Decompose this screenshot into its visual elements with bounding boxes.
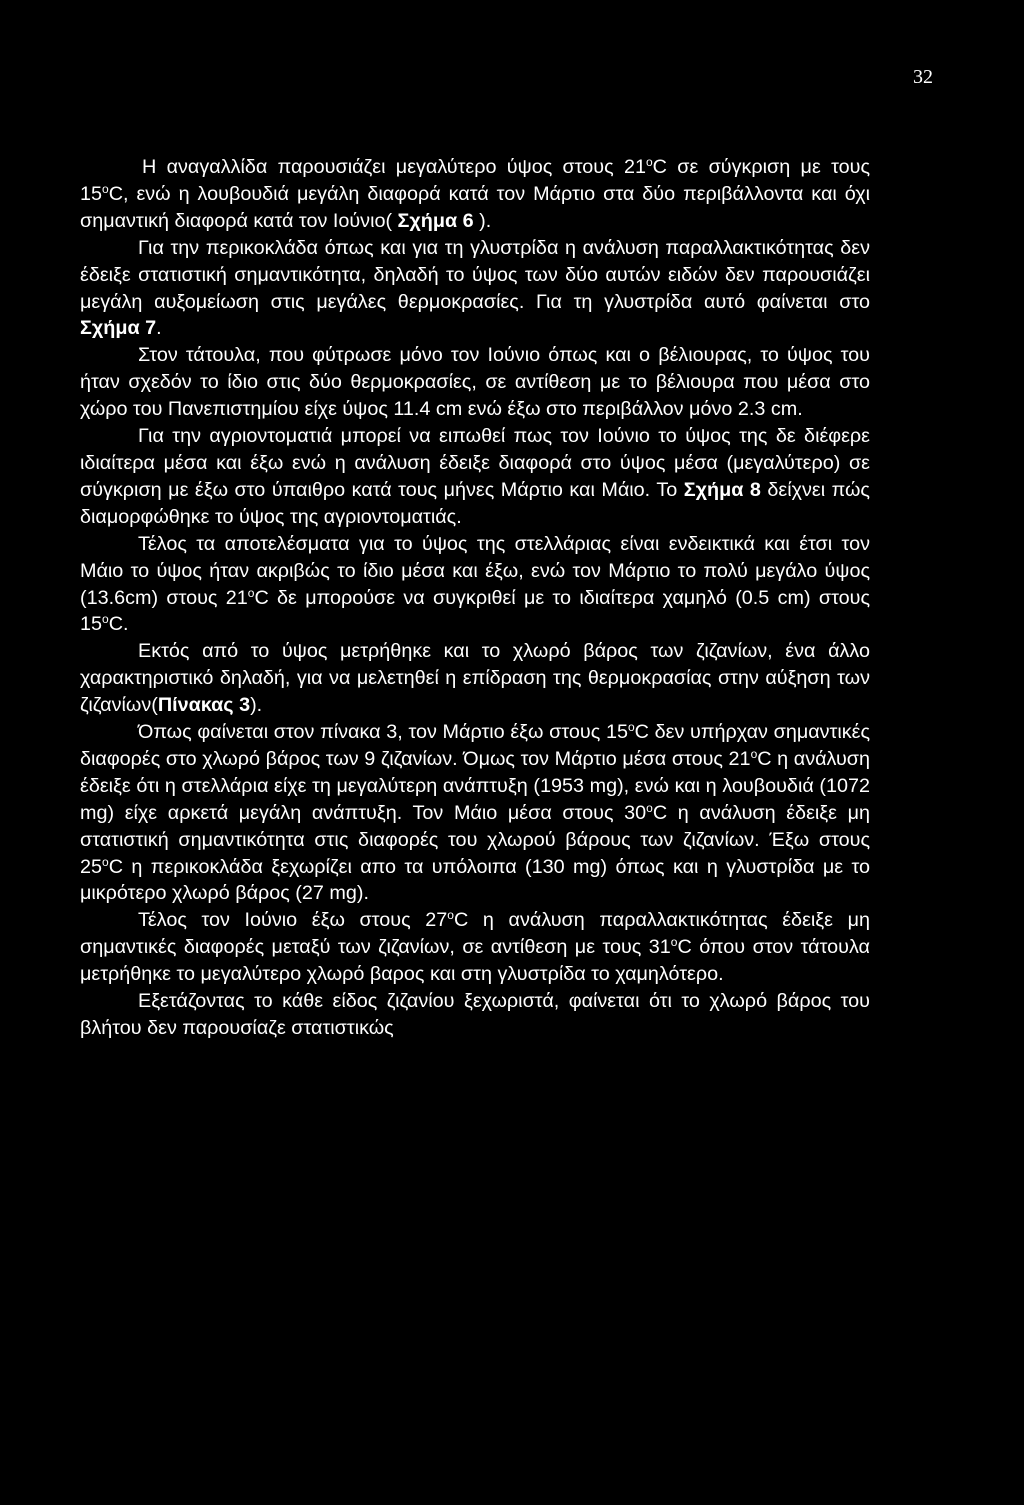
paragraph: Εξετάζοντας το κάθε είδος ζιζανίου ξεχωριστά, φαίνεται ότι το χλωρό βάρος του βλήτου δεν παρουσίαζε στατιστικώς: [80, 990, 870, 1039]
paragraph: Στον τάτουλα, που φύτρωσε μόνο τον Ιούνιο όπως και ο βέλιουρας, το ύψος του ήταν σχεδόν το ίδιο στις δύο θερμοκρασίες, σε αντίθεση με το βέλιουρα που μέσα στο χώρο του Πανεπιστημίου είχε ύψος 11.4 cm ενώ έξω στο περιβάλλον μόνο 2.3 cm.: [80, 344, 870, 421]
figure-reference: Σχήμα 6: [397, 209, 474, 232]
degree-mark: o: [102, 854, 109, 869]
paragraph: Για την περικοκλάδα όπως και για τη γλυστρίδα η ανάλυση παραλλακτικότητας δεν έδειξε στατιστική σημαντικότητα, δηλαδή το ύψος των δύο αυτών ειδών δεν παρουσιάζει μεγάλη αυξομείωση στις μεγάλες θερμοκρασίες. Για τη γλυστρίδα αυτό φαίνεται στο Σχήμα 7.: [80, 236, 870, 340]
degree-mark: o: [102, 612, 109, 627]
degree-mark: o: [447, 908, 454, 923]
paragraph: Εκτός από το ύψος μετρήθηκε και το χλωρό βάρος των ζιζανίων, ένα άλλο χαρακτηριστικό δηλαδή, για να μελετηθεί η επίδραση της θερμοκρασίας στην αύξηση των ζιζανίων(Πίνακας 3).: [80, 640, 870, 717]
paragraph: Για την αγριοντοματιά μπορεί να ειπωθεί πως τον Ιούνιο το ύψος της δε διέφερε ιδιαίτερα μέσα και έξω ενώ η ανάλυση έδειξε διαφορά στο ύψος μέσα (μεγαλύτερο) σε σύγκριση με έξω στο ύπαιθρο κατά τους μήνες Μάρτιο και Μάιο. Το Σχήμα 8 δείχνει πώς διαμορφώθηκε το ύψος της αγριοντοματιάς.: [80, 425, 870, 528]
paragraph: Όπως φαίνεται στον πίνακα 3, τον Μάρτιο έξω στους 15$^o$C δεν υπήρχαν σημαντικές διαφορές στο χλωρό βάρος των 9 ζιζανίων. Όμως τον Μάρτιο μέσα στους 21$^o$C η ανάλυση έδειξε ότι η στελλάρια είχε τη μεγαλύτερη ανάπτυξη (1953 mg), ενώ και η λουβουδιά (1072 mg) είχε αρκετά μεγάλη ανάπτυξη. Τον Μάιο μέσα στους 30$^o$C η ανάλυση έδειξε μη στατιστική σημαντικότητα στις διαφορές του χλωρού βάρους των ζιζανίων. Έξω στους 25$^o$C η περικοκλάδα ξεχωρίζει απο τα υπόλοιπα (130 mg) όπως και η γλυστρίδα με το μικρότερο χλωρό βάρος (27 mg).: [80, 720, 871, 905]
figure-reference: Πίνακας 3: [157, 694, 251, 717]
degree-mark: o: [247, 585, 255, 600]
paragraph: Η αναγαλλίδα παρουσιάζει μεγαλύτερο ύψος στους 21$^o$C σε σύγκριση με τους 15$^o$C, ενώ η λουβουδιά μεγάλη διαφορά κατά τον Μάρτιο στα δύο περιβάλλοντα και όχι σημαντική διαφορά κατά τον Ιούνιο( Σχήμα 6 ).: [80, 155, 870, 232]
paragraph: Τέλος τον Ιούνιο έξω στους 27$^o$C η ανάλυση παραλλακτικότητας έδειξε μη σημαντικές διαφορές μεταξύ των ζιζανίων, σε αντίθεση με τους 31$^o$C όπου στον τάτουλα μετρήθηκε το μεγαλύτερο χλωρό βαρος και στη γλυστρίδα το χαμηλότερο.: [80, 908, 870, 986]
body-text: [80, 154, 870, 1042]
figure-reference: Σχήμα 8: [683, 478, 761, 501]
degree-mark: o: [750, 746, 758, 761]
paragraph: Τέλος τα αποτελέσματα για το ύψος της στελλάριας είναι ενδεικτικά και έτσι τον Μάιο το ύψος ήταν ακριβώς το ίδιο μέσα και έξω, ενώ τον Μάρτιο το πολύ μεγάλο ύψος (13.6cm) στους 21$^o$C δε μπορούσε να συγκριθεί με το ιδιαίτερα χαμηλό (0.5 cm) στους 15$^o$C.: [80, 532, 870, 636]
degree-mark: o: [627, 720, 635, 735]
degree-mark: o: [646, 800, 653, 815]
figure-reference: Σχήμα 7: [80, 317, 157, 340]
degree-mark: o: [670, 935, 678, 950]
degree-mark: o: [102, 181, 109, 196]
degree-mark: o: [645, 155, 653, 169]
page-number: 32: [913, 66, 933, 88]
